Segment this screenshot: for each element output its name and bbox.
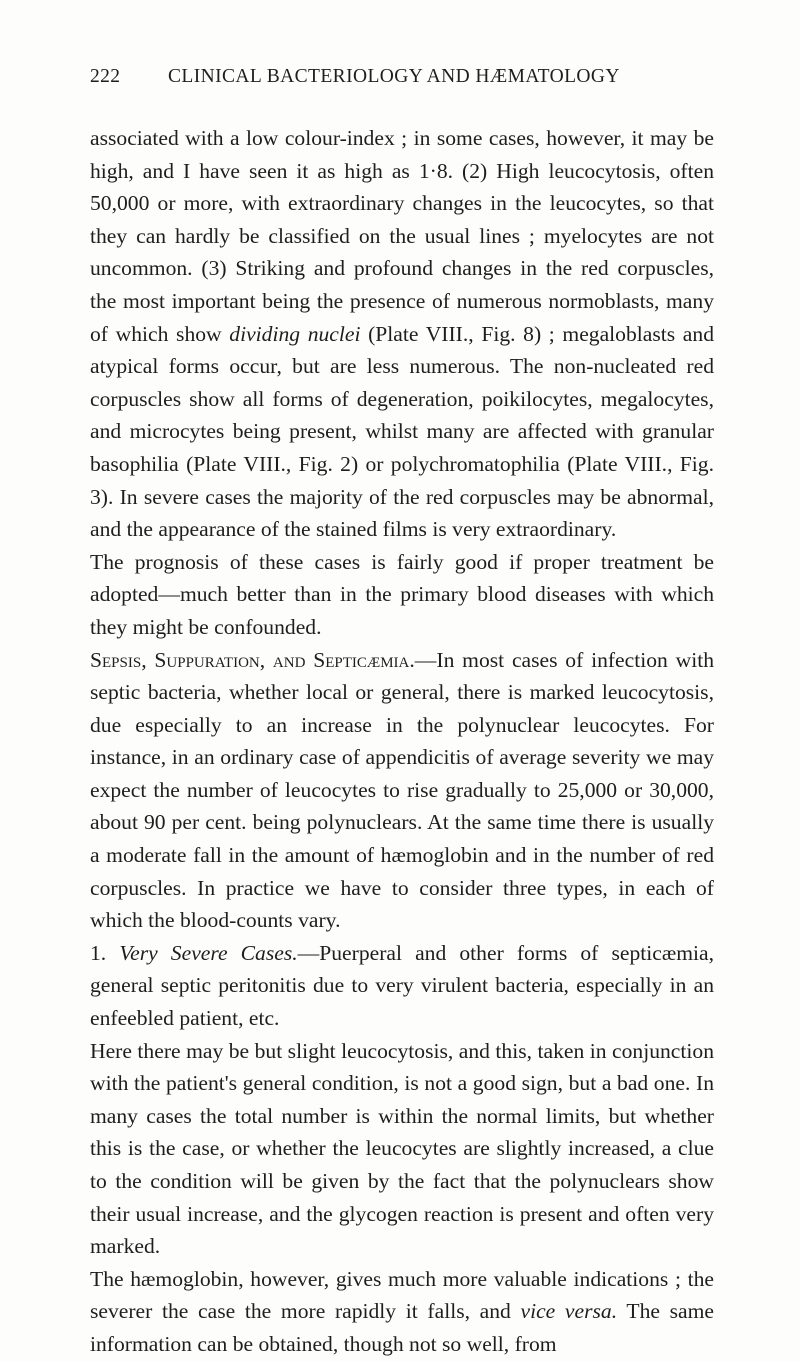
text-run: The same information can be obtained, though not so well, from: [90, 1299, 714, 1356]
paragraph-4: [90, 937, 714, 1035]
subsection-title: Very Severe Cases.: [119, 940, 298, 965]
running-head: [90, 66, 710, 88]
section-heading: Sepsis, Suppuration, and Septicæmia.: [90, 647, 415, 672]
italic-text: dividing nuclei: [229, 321, 361, 346]
text-run: Here there may be but slight leucocytosis, and this, taken in conjunction with the patient's general condition, is not a good sign, but a bad one. In many cases the total number is within the normal limits, but whether this is the case, or whether the leucocytes are slightly increased, a clue to the condition will be given by the fact that the polynuclears show their usual increase, and the glycogen reaction is present and often very marked.: [90, 1038, 714, 1259]
text-run: The prognosis of these cases is fairly good if proper treatment be adopted—much better than in the primary blood diseases with which they might be confounded.: [90, 549, 714, 639]
text-run: The hæmoglobin, however, gives much more valuable indications ; the severer the case the more rapidly it falls, and: [90, 1266, 714, 1324]
text-run: —Puerperal and other forms of septicæmia, general septic peritonitis due to very virulent bacteria, especially in an enfeebled patient, etc.: [90, 940, 715, 1031]
paragraph-6: [90, 1263, 714, 1361]
paragraph-5: [90, 1035, 714, 1263]
paragraph-2: [90, 546, 714, 644]
italic-text: vice versa.: [520, 1299, 618, 1324]
body-text: [90, 122, 714, 1361]
text-run: associated with a low colour-index ; in some cases, however, it may be high, and I have seen it as high as 1·8. (2) High leucocytosis, often 50,000 or more, with extraordinary changes in the leucocytes, so that they can hardly be classified on the usual lines ; myelocytes are not uncommon. (3) Striking and profound changes in the red corpuscles, the most important being the presence of numerous normoblasts, many of which show: [90, 126, 714, 346]
running-title: CLINICAL BACTERIOLOGY AND HÆMATOLOGY: [168, 66, 620, 87]
list-number: 1.: [90, 940, 107, 965]
paragraph-1: [90, 122, 714, 546]
text-run: —In most cases of infection with septic bacteria, whether local or general, there is marked leucocytosis, due especially to an increase in the polynuclear leucocytes. For instance, in an ordinary case of appendicitis of average severity we may expect the number of leucocytes to rise gradually to 25,000 or 30,000, about 90 per cent. being polynuclears. At the same time there is usually a moderate fall in the amount of hæmoglobin and in the number of red corpuscles. In practice we have to consider three types, in each of which the blood-counts vary.: [90, 647, 714, 933]
page-number: 222: [90, 66, 121, 87]
paragraph-3: [90, 644, 714, 937]
text-run: (Plate VIII., Fig. 8) ; megaloblasts and atypical forms occur, but are less numerous. The non-nucleated red corpuscles show all forms of degeneration, poikilocytes, megalocytes, and microcytes being present, whilst many are affected with granular basophilia (Plate VIII., Fig. 2) or polychromatophilia (Plate VIII., Fig. 3). In severe cases the majority of the red corpuscles may be abnormal, and the appearance of the stained films is very extraordinary.: [90, 321, 714, 542]
